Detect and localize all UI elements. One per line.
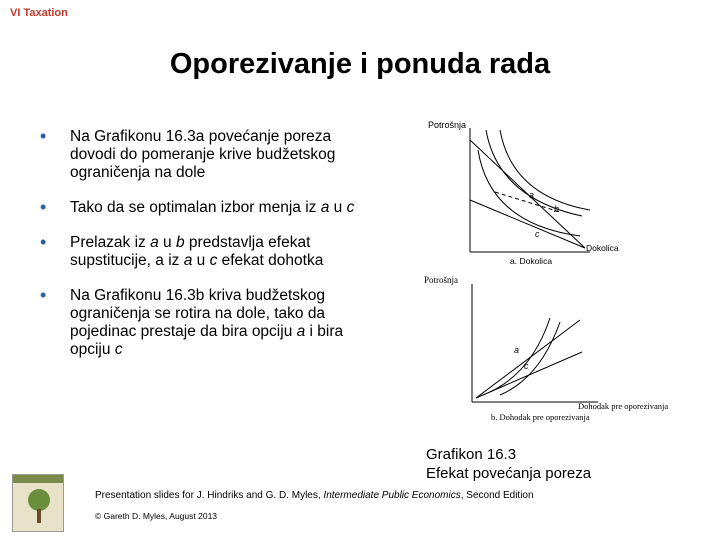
graph-a-indifference-curve-1 xyxy=(486,130,582,216)
graph-a-y-label: Potrošnja xyxy=(428,120,467,130)
graph-b-x-label: Dohodak pre oporezivanja xyxy=(578,401,669,411)
bullet-item: • Prelazak iz a u b predstavlja efekat supstitucije, a iz a u c efekat dohotka xyxy=(40,232,324,269)
graph-a xyxy=(428,120,619,266)
bullet-item: • Tako da se optimalan izbor menja iz a u c xyxy=(40,197,355,217)
graph-b-budget-line-before xyxy=(476,320,580,398)
slide-title: Oporezivanje i ponuda rada xyxy=(169,48,551,80)
bullet-icon: • xyxy=(40,285,47,305)
copyright-line: © Gareth D. Myles, August 2013 xyxy=(95,511,218,521)
graph-a-sub-caption: a. Dokolica xyxy=(510,256,553,266)
graph-a-point-a: a xyxy=(529,190,535,200)
book-cover-image xyxy=(12,474,64,532)
bullet-item: • Na Grafikonu 16.3b kriva budžetskog ograničenja se rotira na dole, tako da pojedinac prestaje da bira opciju a i bira opciju c xyxy=(40,285,344,358)
section-tag: VI Taxation xyxy=(10,7,68,19)
graph-a-budget-line-after xyxy=(470,200,585,248)
figure-caption: Grafikon 16.3 Efekat povećanja poreza xyxy=(426,446,592,482)
credits-line: Presentation slides for J. Hindriks and G. D. Myles, Intermediate Public Economics, Second Edition xyxy=(95,490,534,501)
graph-b-point-c: c xyxy=(524,361,529,371)
graph-b-sub-caption: b. Dohodak pre oporezivanja xyxy=(491,412,590,422)
graph-a-point-b: b xyxy=(554,204,560,214)
graph-b xyxy=(424,275,668,422)
graph-a-x-label: Dokolica xyxy=(586,243,619,253)
bullet-item: • Na Grafikonu 16.3a povećanje poreza dovodi do pomeranje krive budžetskog ograničenja na dole xyxy=(40,126,336,181)
bullet-icon: • xyxy=(40,126,47,146)
bullet-icon: • xyxy=(40,197,47,217)
graph-a-point-c: c xyxy=(535,229,540,239)
bullet-icon: • xyxy=(40,232,47,252)
graph-a-indifference-curve-2 xyxy=(500,130,590,210)
graph-b-y-label: Potrošnja xyxy=(424,275,459,285)
graph-b-point-a: a xyxy=(514,345,520,355)
